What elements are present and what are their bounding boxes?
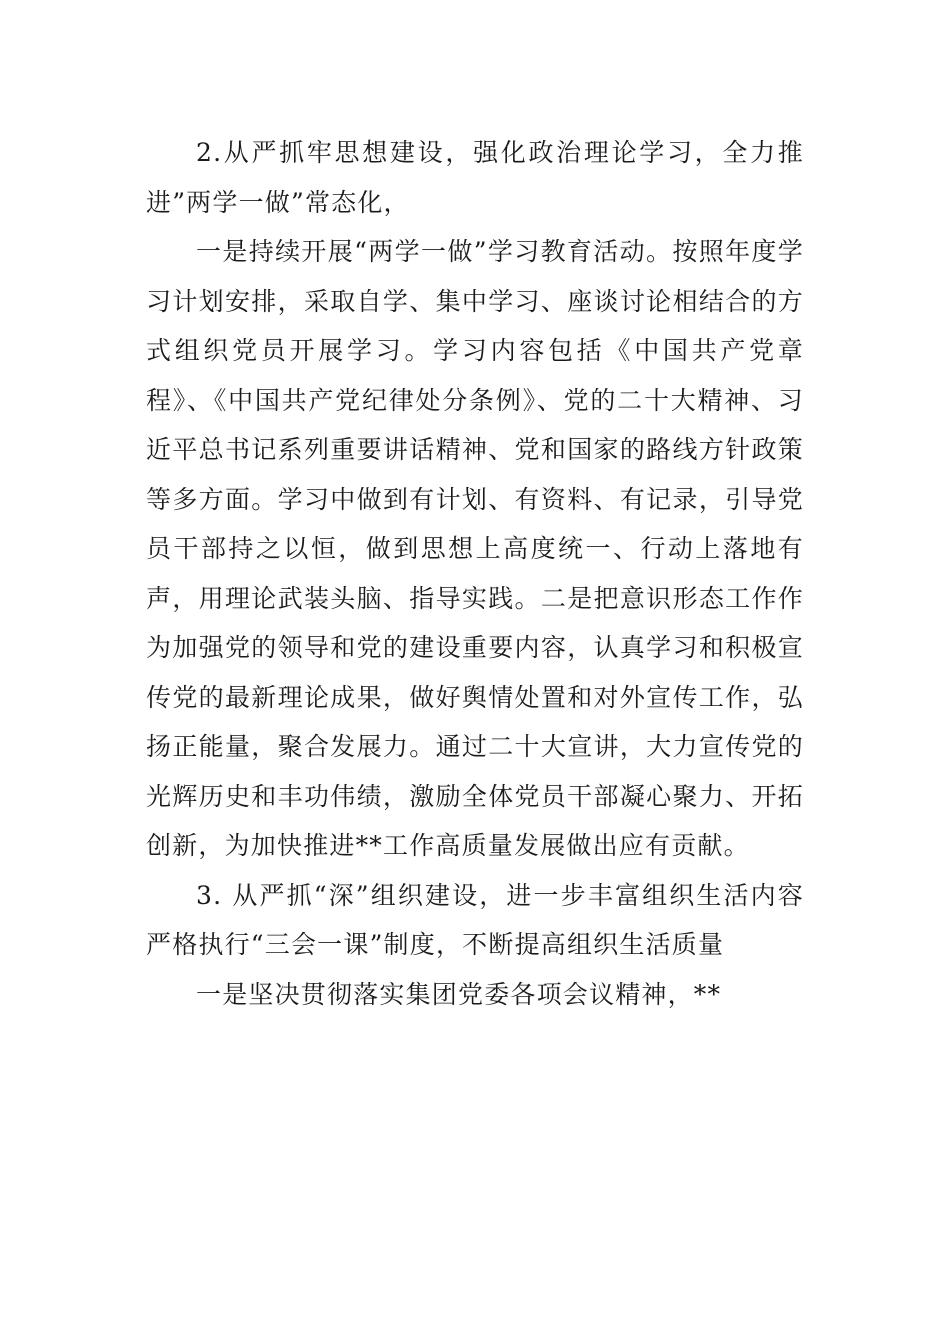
document-body	[146, 128, 804, 1019]
section-3-body-paragraph: 一是坚决贯彻落实集团党委各项会议精神，**	[196, 979, 722, 1009]
section-2-heading: 2.从严抓牢思想建设，强化政治理论学习，全力推进”两学一做”常态化，	[146, 138, 804, 217]
section-3-heading: 3. 从严抓“深”组织建设，进一步丰富组织生活内容严格执行“三会一课”制度，不断提高组织生活质量	[146, 880, 804, 959]
section-2-body-paragraph: 一是持续开展“两学一做”学习教育活动。按照年度学习计划安排，采取自学、集中学习、座谈讨论相结合的方式组织党员开展学习。学习内容包括《中国共产党章程》、《中国共产党纪律处分条例》、党的二十大精神、习近平总书记系列重要讲话精神、党和国家的路线方针政策等多方面。学习中做到有计划、有资料、有记录，引导党员干部持之以恒，做到思想上高度统一、行动上落地有声，用理论武装头脑、指导实践。二是把意识形态工作作为加强党的领导和党的建设重要内容，认真学习和积极宣传党的最新理论成果，做好舆情处置和对外宣传工作，弘扬正能量，聚合发展力。通过二十大宣讲，大力宣传党的光辉历史和丰功伟绩，激励全体党员干部凝心聚力、开拓创新，为加快推进**工作高质量发展做出应有贡献。	[146, 237, 804, 860]
